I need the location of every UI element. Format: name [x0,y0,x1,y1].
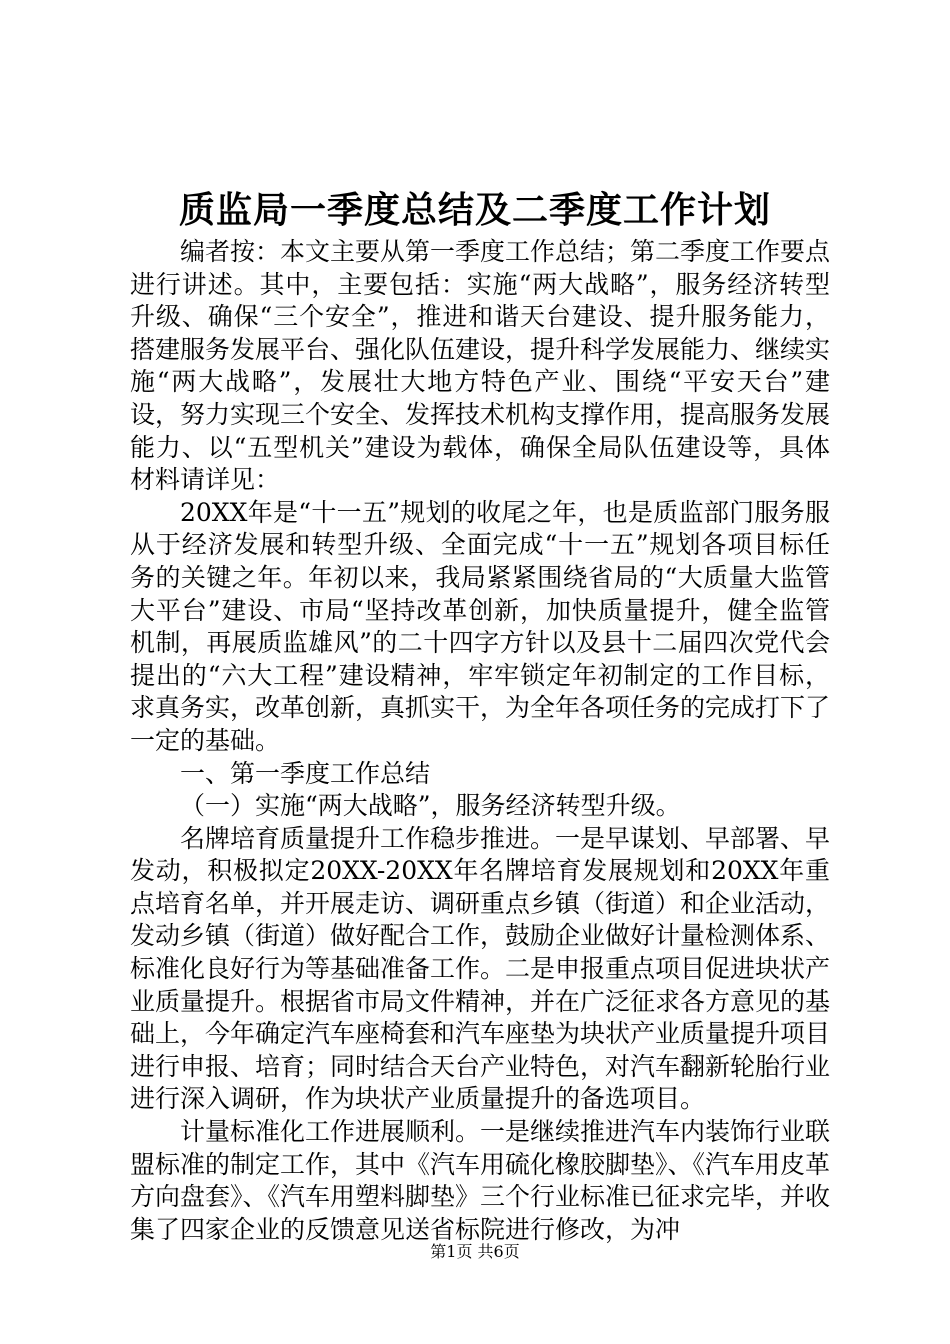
editor-note-paragraph: 编者按：本文主要从第一季度工作总结；第二季度工作要点进行讲述。其中，主要包括：实施“两大战略”，服务经济转型升级、确保“三个安全”，推进和谐天台建设、提升服务能力，搭建服务发展平台、强化队伍建设，提升科学发展能力、继续实施“两大战略”，发展壮大地方特色产业、围绕“平安天台”建设，努力实现三个安全、发挥技术机构支撑作用，提高服务发展能力、以“五型机关”建设为载体，确保全局队伍建设等，具体材料请详见： [130,237,831,495]
page-number-footer: 第1页 共6页 [430,1242,520,1261]
subsection-heading: （一）实施“两大战略”，服务经济转型升级。 [180,791,681,821]
document-body [130,236,830,1246]
section-heading: 一、第一季度工作总结 [180,758,431,788]
document-title: 质监局一季度总结及二季度工作计划 [178,189,771,231]
body-paragraph: 名牌培育质量提升工作稳步推进。一是早谋划、早部署、早发动，积极拟定20XX-20XX年名牌培育发展规划和20XX年重点培育名单，并开展走访、调研重点乡镇（街道）和企业活动，发动乡镇（街道）做好配合工作，鼓励企业做好计量检测体系、标准化良好行为等基础准备工作。二是申报重点项目促进块状产业质量提升。根据省市局文件精神，并在广泛征求各方意见的基础上，今年确定汽车座椅套和汽车座垫为块状产业质量提升项目进行申报、培育；同时结合天台产业特色，对汽车翻新轮胎行业进行深入调研，作为块状产业质量提升的备选项目。 [130,823,831,1114]
body-paragraph: 计量标准化工作进展顺利。一是继续推进汽车内装饰行业联盟标准的制定工作，其中《汽车用硫化橡胶脚垫》、《汽车用皮革方向盘套》、《汽车用塑料脚垫》三个行业标准已征求完毕，并收集了四家企业的反馈意见送省标院进行修改，为冲 [130,1117,831,1244]
intro-paragraph: 20XX年是“十一五”规划的收尾之年，也是质监部门服务服从于经济发展和转型升级、全面完成“十一五”规划各项目标任务的关键之年。年初以来，我局紧紧围绕省局的“大质量大监管大平台”建设、市局“坚持改革创新，加快质量提升，健全监管机制，再展质监雄风”的二十四字方针以及县十二届四次党代会提出的“六大工程”建设精神，牢牢锁定年初制定的工作目标，求真务实，改革创新，真抓实干，为全年各项任务的完成打下了一定的基础。 [130,497,831,755]
